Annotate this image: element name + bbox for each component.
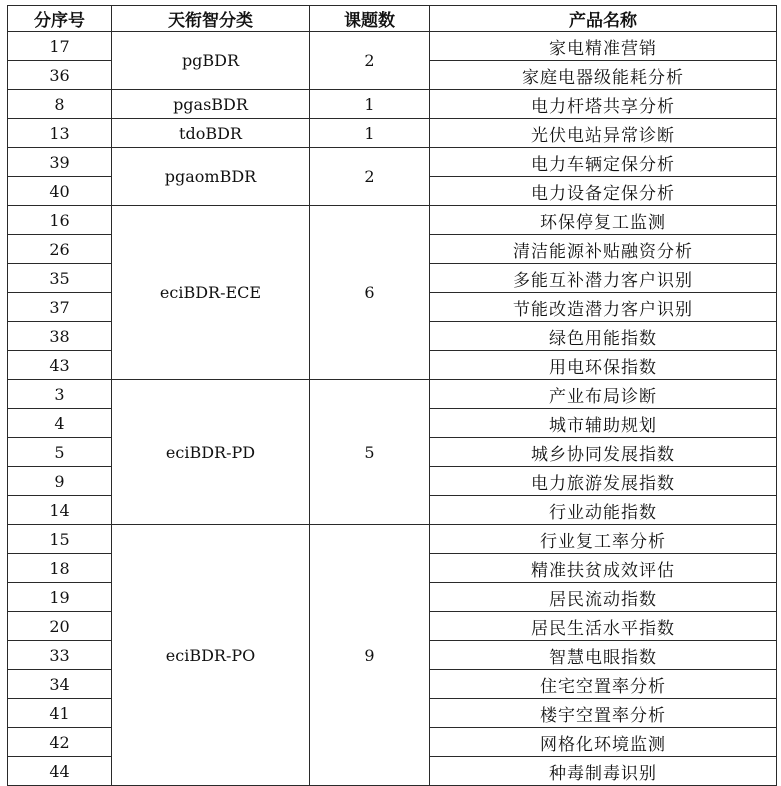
- topic-count-cell: 1: [310, 119, 430, 148]
- seq-cell: 35: [8, 264, 112, 293]
- table-row: [8, 525, 777, 554]
- seq-cell: 43: [8, 351, 112, 380]
- classification-cell: eciBDR-PD: [112, 380, 310, 525]
- table-row: [8, 206, 777, 235]
- seq-cell: 26: [8, 235, 112, 264]
- table-header: [8, 6, 777, 32]
- seq-cell: 15: [8, 525, 112, 554]
- seq-cell: 17: [8, 32, 112, 61]
- product-name-cell: 清洁能源补贴融资分析: [430, 235, 777, 264]
- topic-count-cell: 2: [310, 148, 430, 206]
- table-row: [8, 32, 777, 61]
- product-name-cell: 电力旅游发展指数: [430, 467, 777, 496]
- seq-cell: 13: [8, 119, 112, 148]
- header-classification: 天衔智分类: [112, 6, 310, 32]
- seq-cell: 8: [8, 90, 112, 119]
- seq-cell: 42: [8, 728, 112, 757]
- topic-count-cell: 5: [310, 380, 430, 525]
- product-name-cell: 电力杆塔共享分析: [430, 90, 777, 119]
- product-name-cell: 住宅空置率分析: [430, 670, 777, 699]
- product-name-cell: 城市辅助规划: [430, 409, 777, 438]
- seq-cell: 19: [8, 583, 112, 612]
- product-name-cell: 绿色用能指数: [430, 322, 777, 351]
- header-topic-count: 课题数: [310, 6, 430, 32]
- product-name-cell: 楼宇空置率分析: [430, 699, 777, 728]
- seq-cell: 4: [8, 409, 112, 438]
- topic-count-cell: 6: [310, 206, 430, 380]
- topic-count-cell: 9: [310, 525, 430, 786]
- table-row: [8, 90, 777, 119]
- classification-cell: pgBDR: [112, 32, 310, 90]
- product-name-cell: 行业动能指数: [430, 496, 777, 525]
- product-name-cell: 产业布局诊断: [430, 380, 777, 409]
- topic-count-cell: 1: [310, 90, 430, 119]
- seq-cell: 33: [8, 641, 112, 670]
- product-name-cell: 家电精准营销: [430, 32, 777, 61]
- product-classification-table: [7, 5, 777, 786]
- seq-cell: 14: [8, 496, 112, 525]
- seq-cell: 36: [8, 61, 112, 90]
- seq-cell: 34: [8, 670, 112, 699]
- seq-cell: 16: [8, 206, 112, 235]
- table-row: [8, 119, 777, 148]
- classification-cell: eciBDR-PO: [112, 525, 310, 786]
- seq-cell: 37: [8, 293, 112, 322]
- seq-cell: 20: [8, 612, 112, 641]
- product-name-cell: 电力设备定保分析: [430, 177, 777, 206]
- header-row: [8, 6, 777, 32]
- product-name-cell: 环保停复工监测: [430, 206, 777, 235]
- topic-count-cell: 2: [310, 32, 430, 90]
- seq-cell: 38: [8, 322, 112, 351]
- seq-cell: 5: [8, 438, 112, 467]
- product-name-cell: 行业复工率分析: [430, 525, 777, 554]
- seq-cell: 39: [8, 148, 112, 177]
- product-name-cell: 智慧电眼指数: [430, 641, 777, 670]
- classification-cell: tdoBDR: [112, 119, 310, 148]
- classification-cell: pgasBDR: [112, 90, 310, 119]
- header-product-name: 产品名称: [430, 6, 777, 32]
- product-name-cell: 电力车辆定保分析: [430, 148, 777, 177]
- table-row: [8, 148, 777, 177]
- product-name-cell: 用电环保指数: [430, 351, 777, 380]
- product-name-cell: 家庭电器级能耗分析: [430, 61, 777, 90]
- seq-cell: 3: [8, 380, 112, 409]
- product-name-cell: 居民流动指数: [430, 583, 777, 612]
- product-name-cell: 节能改造潜力客户识别: [430, 293, 777, 322]
- table-body: [8, 32, 777, 786]
- seq-cell: 44: [8, 757, 112, 786]
- seq-cell: 9: [8, 467, 112, 496]
- table-row: [8, 380, 777, 409]
- classification-cell: eciBDR-ECE: [112, 206, 310, 380]
- product-name-cell: 城乡协同发展指数: [430, 438, 777, 467]
- product-name-cell: 光伏电站异常诊断: [430, 119, 777, 148]
- product-name-cell: 种毒制毒识别: [430, 757, 777, 786]
- product-name-cell: 多能互补潜力客户识别: [430, 264, 777, 293]
- seq-cell: 40: [8, 177, 112, 206]
- product-name-cell: 精准扶贫成效评估: [430, 554, 777, 583]
- seq-cell: 41: [8, 699, 112, 728]
- product-name-cell: 网格化环境监测: [430, 728, 777, 757]
- classification-cell: pgaomBDR: [112, 148, 310, 206]
- seq-cell: 18: [8, 554, 112, 583]
- header-seq: 分序号: [8, 6, 112, 32]
- product-name-cell: 居民生活水平指数: [430, 612, 777, 641]
